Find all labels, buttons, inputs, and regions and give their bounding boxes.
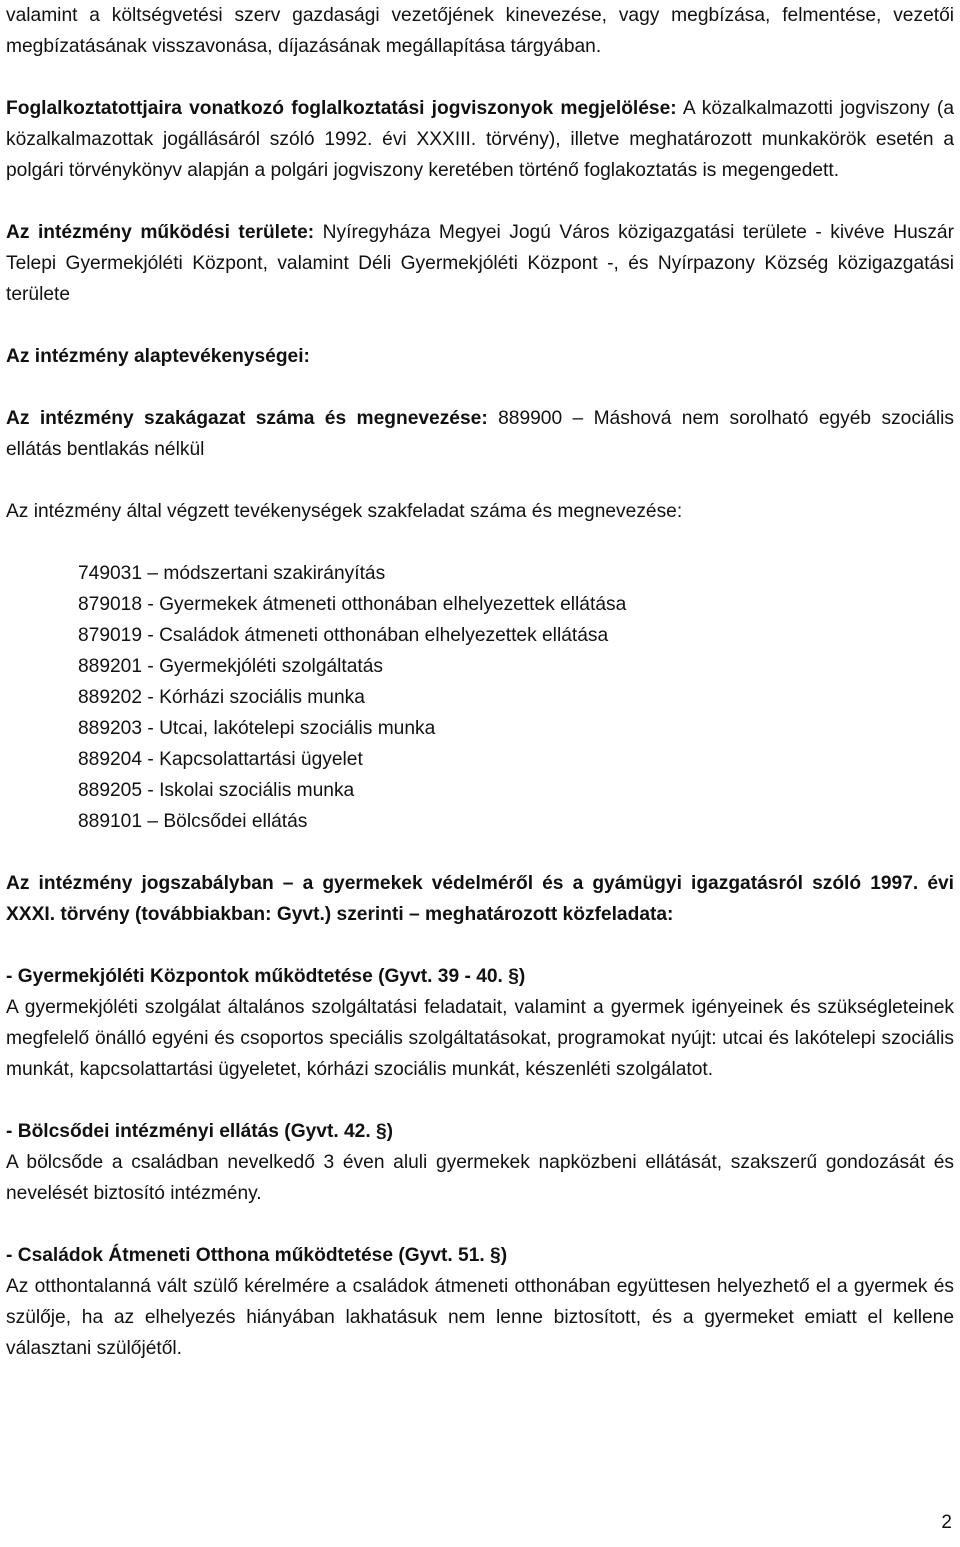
public-task-heading: Az intézmény jogszabályban – a gyermekek védelméről és a gyámügyi igazgatásról szóló 1997. évi XXXI. törvény (továbbiakban: Gyvt.) szerinti – meghatározott közfeladata: (6, 873, 954, 925)
area-label: Az intézmény működési területe: (6, 222, 315, 243)
section-text-family-home: Az otthontalanná vált szülő kérelmére a családok átmeneti otthonában együttesen helyezhető el a gyermek és szülője, ha az elhelyezés hiányában lakhatásuk nem lenne biztosított, és a gyermeket emiatt el kellene választani szülőjétől. (6, 1276, 954, 1359)
sector-label: Az intézmény szakágazat száma és megnevezése: (6, 408, 488, 429)
list-item: 749031 – módszertani szakirányítás (78, 563, 386, 584)
list-item: 889101 – Bölcsődei ellátás (78, 811, 308, 832)
area-paragraph (6, 217, 954, 310)
document-page (6, 0, 954, 1364)
sector-paragraph (6, 403, 954, 465)
sector-text: 889900 – Máshová nem sorolható egyéb szociális ellátás bentlakás nélkül (6, 408, 954, 460)
area-text: Nyíregyháza Megyei Jogú Város közigazgatási területe - kivéve Huszár Telepi Gyermekjóléti Központ, valamint Déli Gyermekjóléti Központ -, és Nyírpazony Község közigazgatási területe (6, 222, 954, 305)
employees-text: A közalkalmazotti jogviszony (a közalkalmazottak jogállásáról szóló 1992. évi XXXIII. törvény), illetve meghatározott munkakörök esetén a polgári törvénykönyv alapján a polgári jogviszony keretében történő foglakoztatás is megengedett. (6, 98, 954, 181)
list-item: 879018 - Gyermekek átmeneti otthonában elhelyezettek ellátása (78, 594, 627, 615)
list-item: 889204 - Kapcsolattartási ügyelet (78, 749, 363, 770)
core-activities-heading: Az intézmény alaptevékenységei: (6, 346, 310, 367)
activities-intro: Az intézmény által végzett tevékenységek szakfeladat száma és megnevezése: (6, 501, 683, 522)
section-text-child-welfare: A gyermekjóléti szolgálat általános szolgáltatási feladatait, valamint a gyermek igényeinek és szükségleteinek megfelelő önálló egyéni és csoportos speciális szolgáltatásokat, programokat nyújt: utcai és lakótelepi szociális munkát, kapcsolattartási ügyeletet, kórházi szociális munkát, készenléti szolgálatot. (6, 997, 954, 1080)
list-item: 879019 - Családok átmeneti otthonában elhelyezettek ellátása (78, 625, 609, 646)
list-item: 889205 - Iskolai szociális munka (78, 780, 355, 801)
list-item: 889202 - Kórházi szociális munka (78, 687, 365, 708)
list-item: 889201 - Gyermekjóléti szolgáltatás (78, 656, 384, 677)
list-item: 889203 - Utcai, lakótelepi szociális munka (78, 718, 436, 739)
section-heading-family-home: - Családok Átmeneti Otthona működtetése (Gyvt. 51. §) (6, 1245, 508, 1266)
page-number: 2 (941, 1512, 952, 1533)
section-heading-nursery: - Bölcsődei intézményi ellátás (Gyvt. 42. §) (6, 1121, 394, 1142)
section-heading-child-welfare: - Gyermekjóléti Központok működtetése (Gyvt. 39 - 40. §) (6, 966, 526, 987)
section-text-nursery: A bölcsőde a családban nevelkedő 3 éven aluli gyermekek napközbeni ellátását, szakszerű gondozását és nevelését biztosító intézmény. (6, 1152, 954, 1204)
employees-paragraph (6, 93, 954, 186)
employees-label: Foglalkoztatottjaira vonatkozó foglalkoztatási jogviszonyok megjelölése: (6, 98, 677, 119)
activities-list (6, 558, 954, 837)
intro-paragraph: valamint a költségvetési szerv gazdasági vezetőjének kinevezése, vagy megbízása, felmentése, vezetői megbízatásának visszavonása, díjazásának megállapítása tárgyában. (6, 5, 954, 57)
